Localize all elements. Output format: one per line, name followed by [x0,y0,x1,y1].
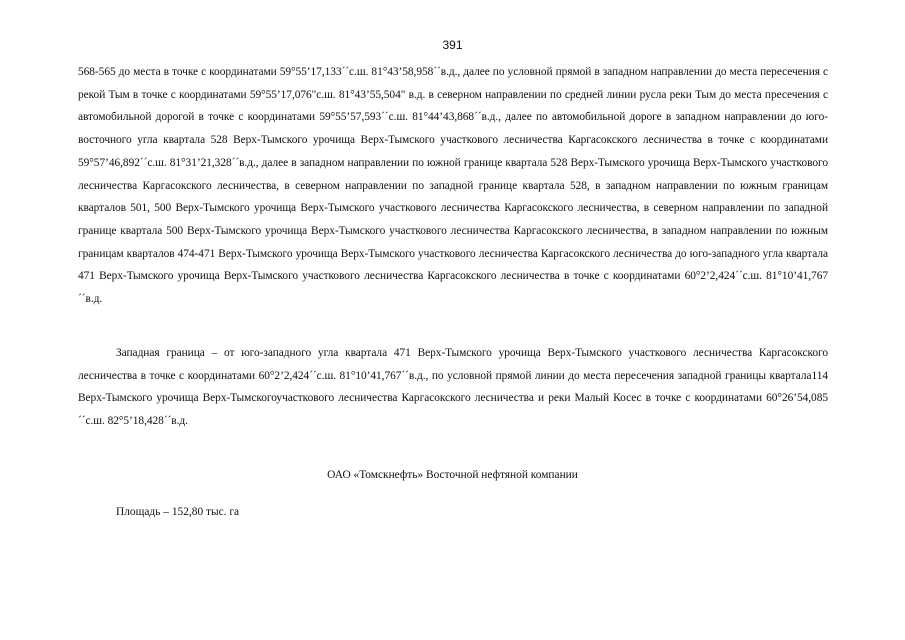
area-statement: Площадь – 152,80 тыс. га [116,506,240,518]
western-boundary-paragraph: Западная граница – от юго-западного угла квартала 471 Верх-Тымского урочища Верх-Тымского участкового лесничества Каргасокского лесничества в точке с координатами 60°2’2,424´´с.ш. 81°10’41,767´´в.д., по условной прямой линии до места пересечения западной границы квартала114 Верх-Тымского урочища Верх-Тымскогоучасткового лесничества Каргасокского лесничества и реки Малый Косес в точке с координатами 60°26’54,085´´с.ш. 82°5’18,428´´в.д. [78,347,828,428]
page-number: 391 [442,38,463,52]
company-heading: ОАО «Томскнефть» Восточной нефтяной компании [327,469,578,481]
boundary-description-paragraph: 568-565 до места в точке с координатами 59°55’17,133´´с.ш. 81°43’58,958´´в.д., далее по условной прямой в западном направлении до места пересечения с рекой Тым в точке с координатами 59°55’17,076"с.ш. 81°43’55,504" в.д. в северном направлении по средней линии русла реки Тым до места пресечения с автомобильной дорогой в точке с координатами 59°55’57,593´´с.ш. 81°44’43,868´´в.д., далее по автомобильной дороге в западном направлении до юго-восточного угла квартала 528 Верх-Тымского урочища Верх-Тымского участкового лесничества Каргасокского лесничества в точке с координатами 59°57’46,892´´с.ш. 81°31’21,328´´в.д., далее в западном направлении по южной границе квартала 528 Верх-Тымского урочища Верх-Тымского участкового лесничества Каргасокского лесничества, в северном направлении по западной границе квартала 528, в западном направлении по южным границам кварталов 501, 500 Верх-Тымского урочища Верх-Тымского участкового лесничества Каргасокского лесничества, в северном направлении по западной границе квартала 500 Верх-Тымского урочища Верх-Тымского участкового лесничества Каргасокского лесничества, в западном направлении по южным границам кварталов 474-471 Верх-Тымского урочища Верх-Тымского участкового лесничества Каргасокского лесничества до юго-западного угла квартала 471 Верх-Тымского урочища Верх-Тымского участкового лесничества Каргасокского лесничества в точке с координатами 60°2’2,424´´с.ш. 81°10’41,767´´в.д. [78,66,828,306]
